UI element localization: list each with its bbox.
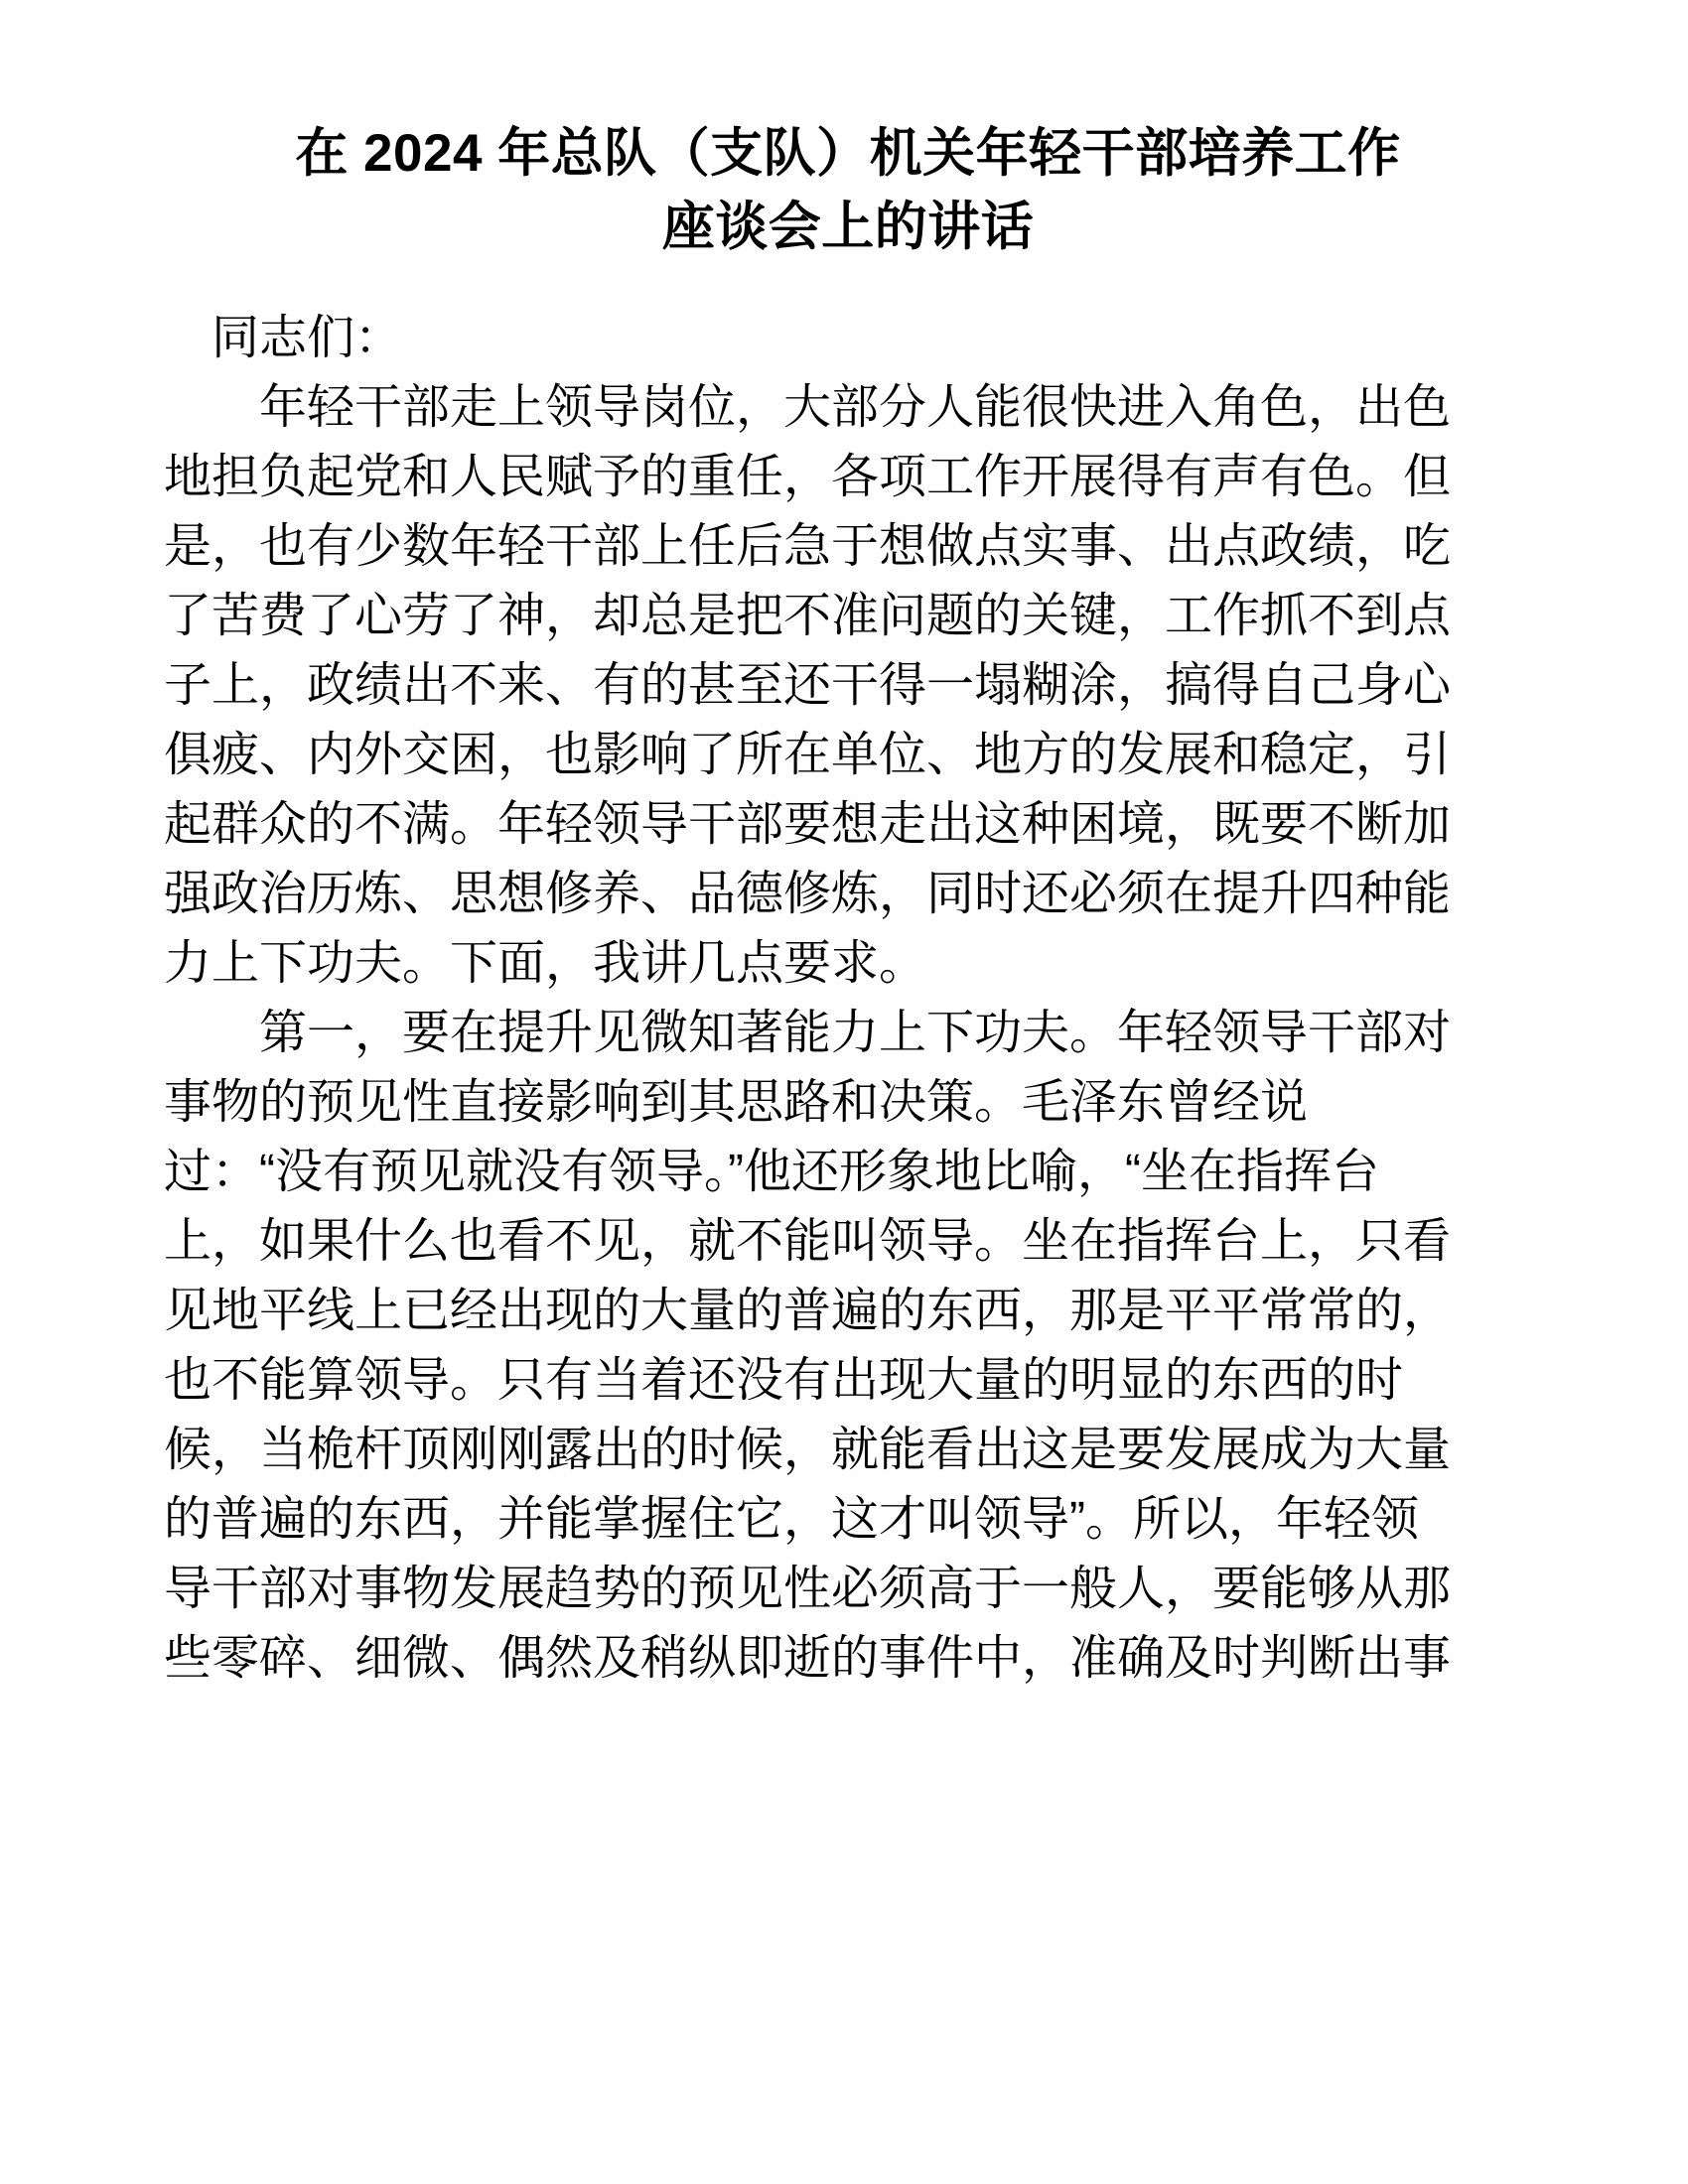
title-line-2: 座谈会上的讲话: [661, 198, 1035, 256]
paragraph-1-line-4: 了苦费了心劳了神，却总是把不准问题的关键，工作抓不到点: [164, 590, 1452, 642]
salutation-paragraph: [164, 304, 1532, 373]
paragraph-1-line-2: 地担负起党和人民赋予的重任，各项工作开展得有声有色。但: [164, 451, 1452, 503]
paragraph-1-line-7: 起群众的不满。年轻领导干部要想走出这种困境，既要不断加: [164, 798, 1452, 851]
paragraph-2-line-3: 过：“没有预见就没有领导。”他还形象地比喻，“坐在指挥台: [164, 1146, 1379, 1198]
paragraph-1-line-9: 力上下功夫。下面，我讲几点要求。: [164, 937, 927, 990]
title-line-1: 在 2024 年总队（支队）机关年轻干部培养工作: [295, 124, 1401, 183]
salutation-text: 同志们：: [211, 312, 403, 364]
paragraph-2-line-9: 导干部对事物发展趋势的预见性必须高于一般人，要能够从那: [164, 1563, 1452, 1615]
paragraph-1-line-6: 俱疲、内外交困，也影响了所在单位、地方的发展和稳定，引: [164, 729, 1452, 781]
paragraph-2-line-1: 第一，要在提升见微知著能力上下功夫。年轻领导干部对: [259, 1007, 1452, 1059]
page-title: [164, 117, 1532, 264]
paragraph-2-line-6: 也不能算领导。只有当着还没有出现大量的明显的东西的时: [164, 1354, 1404, 1407]
document-body: [164, 304, 1532, 1694]
paragraph-2-line-2: 事物的预见性直接影响到其思路和决策。毛泽东曾经说: [164, 1076, 1309, 1129]
paragraph-2-line-4: 上，如果什么也看不见，就不能叫领导。坐在指挥台上，只看: [164, 1215, 1452, 1268]
paragraph-1-line-3: 是，也有少数年轻干部上任后急于想做点实事、出点政绩，吃: [164, 520, 1452, 573]
paragraph-2-line-8: 的普遍的东西，并能掌握住它，这才叫领导”。所以，年轻领: [164, 1493, 1419, 1546]
paragraph-2: [164, 999, 1532, 1694]
paragraph-1: [164, 373, 1532, 999]
paragraph-1-line-5: 子上，政绩出不来、有的甚至还干得一塌糊涂，搞得自己身心: [164, 659, 1452, 712]
paragraph-2-line-5: 见地平线上已经出现的大量的普遍的东西，那是平平常常的，: [164, 1285, 1452, 1337]
paragraph-2-line-7: 候，当桅杆顶刚刚露出的时候，就能看出这是要发展成为大量: [164, 1424, 1452, 1476]
paragraph-1-line-1: 年轻干部走上领导岗位，大部分人能很快进入角色，出色: [259, 381, 1452, 434]
paragraph-1-line-8: 强政治历炼、思想修养、品德修炼，同时还必须在提升四种能: [164, 868, 1452, 920]
paragraph-2-line-10: 些零碎、细微、偶然及稍纵即逝的事件中，准确及时判断出事: [164, 1632, 1452, 1685]
document-content: [164, 117, 1532, 1694]
